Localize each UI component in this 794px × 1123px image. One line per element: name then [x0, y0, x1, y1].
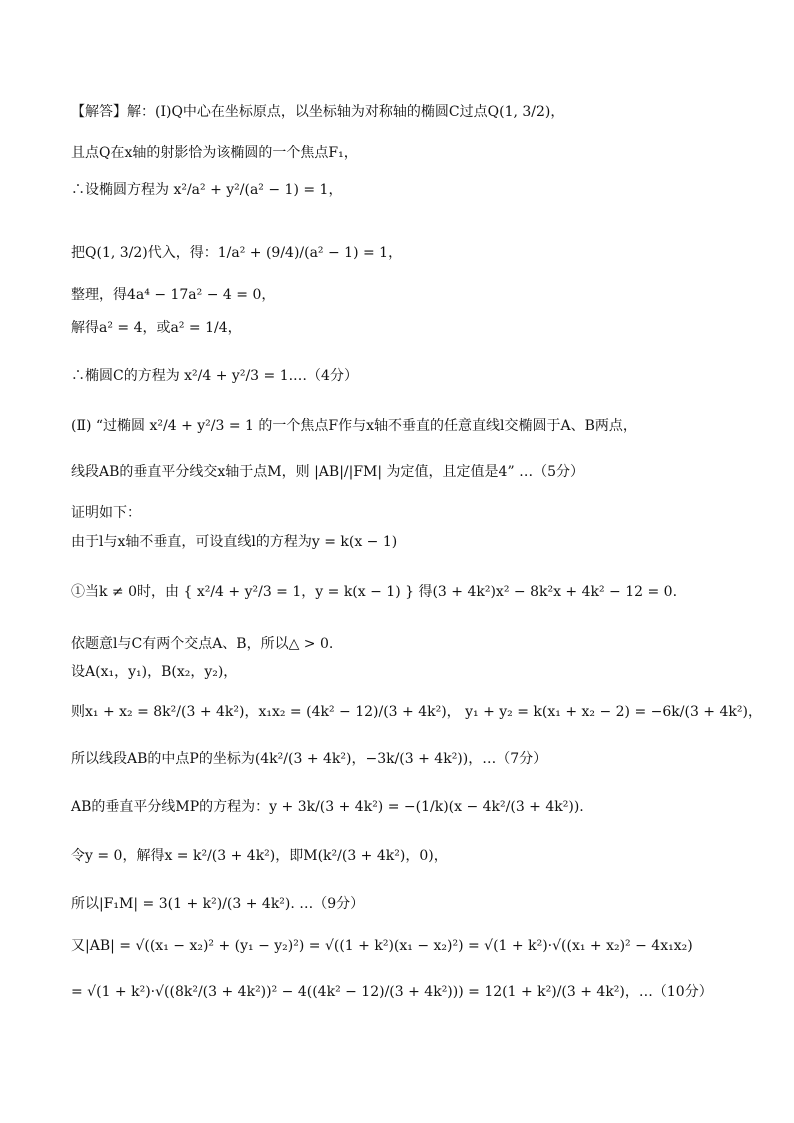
- line-19: 所以|F₁M| = 3(1 + k²)/(3 + 4k²). …（9分）: [71, 896, 365, 912]
- line-11: 由于l与x轴不垂直，可设直线l的方程为y = k(x − 1): [71, 534, 398, 550]
- line-9: 线段AB的垂直平分线交x轴于点M，则 |AB|/|FM| 为定值，且定值是4” …（5分）: [71, 464, 584, 480]
- line-10: 证明如下：: [71, 505, 141, 521]
- line-5: 整理，得4a⁴ − 17a² − 4 = 0，: [71, 287, 276, 303]
- line-12: ①当k ≠ 0时，由 { x²/4 + y²/3 = 1，y = k(x − 1) } 得(3 + 4k²)x² − 8k²x + 4k² − 12 = 0.: [71, 584, 678, 600]
- line-18: 令y = 0，解得x = k²/(3 + 4k²)，即M(k²/(3 + 4k²)，0)，: [71, 848, 448, 864]
- line-4: 把Q(1, 3/2)代入，得：1/a² + (9/4)/(a² − 1) = 1，: [71, 245, 403, 261]
- line-20: 又|AB| = √((x₁ − x₂)² + (y₁ − y₂)²) = √((1 + k²)(x₁ − x₂)²) = √(1 + k²)·√((x₁ + x₂)² − 4x₁x₂): [71, 938, 693, 954]
- line-13: 依题意l与C有两个交点A、B，所以△ > 0.: [71, 636, 334, 652]
- line-17: AB的垂直平分线MP的方程为：y + 3k/(3 + 4k²) = −(1/k)(x − 4k²/(3 + 4k²)).: [71, 799, 584, 815]
- line-1: 【解答】解：(Ⅰ)Q中心在坐标原点，以坐标轴为对称轴的椭圆C过点Q(1, 3/2)，: [71, 104, 565, 120]
- line-21: = √(1 + k²)·√((8k²/(3 + 4k²))² − 4((4k² − 12)/(3 + 4k²))) = 12(1 + k²)/(3 + 4k²)，…（10分）: [71, 984, 713, 1000]
- line-6: 解得a² = 4，或a² = 1/4，: [71, 320, 242, 336]
- line-8: (Ⅱ) “过椭圆 x²/4 + y²/3 = 1 的一个焦点F作与x轴不垂直的任意直线l交椭圆于A、B两点，: [71, 418, 637, 434]
- line-3: ∴设椭圆方程为 x²/a² + y²/(a² − 1) = 1，: [71, 182, 343, 198]
- line-14: 设A(x₁，y₁)，B(x₂，y₂)，: [71, 664, 238, 680]
- line-16: 所以线段AB的中点P的坐标为(4k²/(3 + 4k²)，−3k/(3 + 4k²))，…（7分）: [71, 751, 548, 767]
- line-15: 则x₁ + x₂ = 8k²/(3 + 4k²)，x₁x₂ = (4k² − 12)/(3 + 4k²)， y₁ + y₂ = k(x₁ + x₂ − 2) = −6k/(3 + 4k²)，: [71, 704, 762, 720]
- line-7: ∴椭圆C的方程为 x²/4 + y²/3 = 1.…（4分）: [71, 368, 358, 384]
- line-2: 且点Q在x轴的射影恰为该椭圆的一个焦点F₁，: [71, 145, 358, 161]
